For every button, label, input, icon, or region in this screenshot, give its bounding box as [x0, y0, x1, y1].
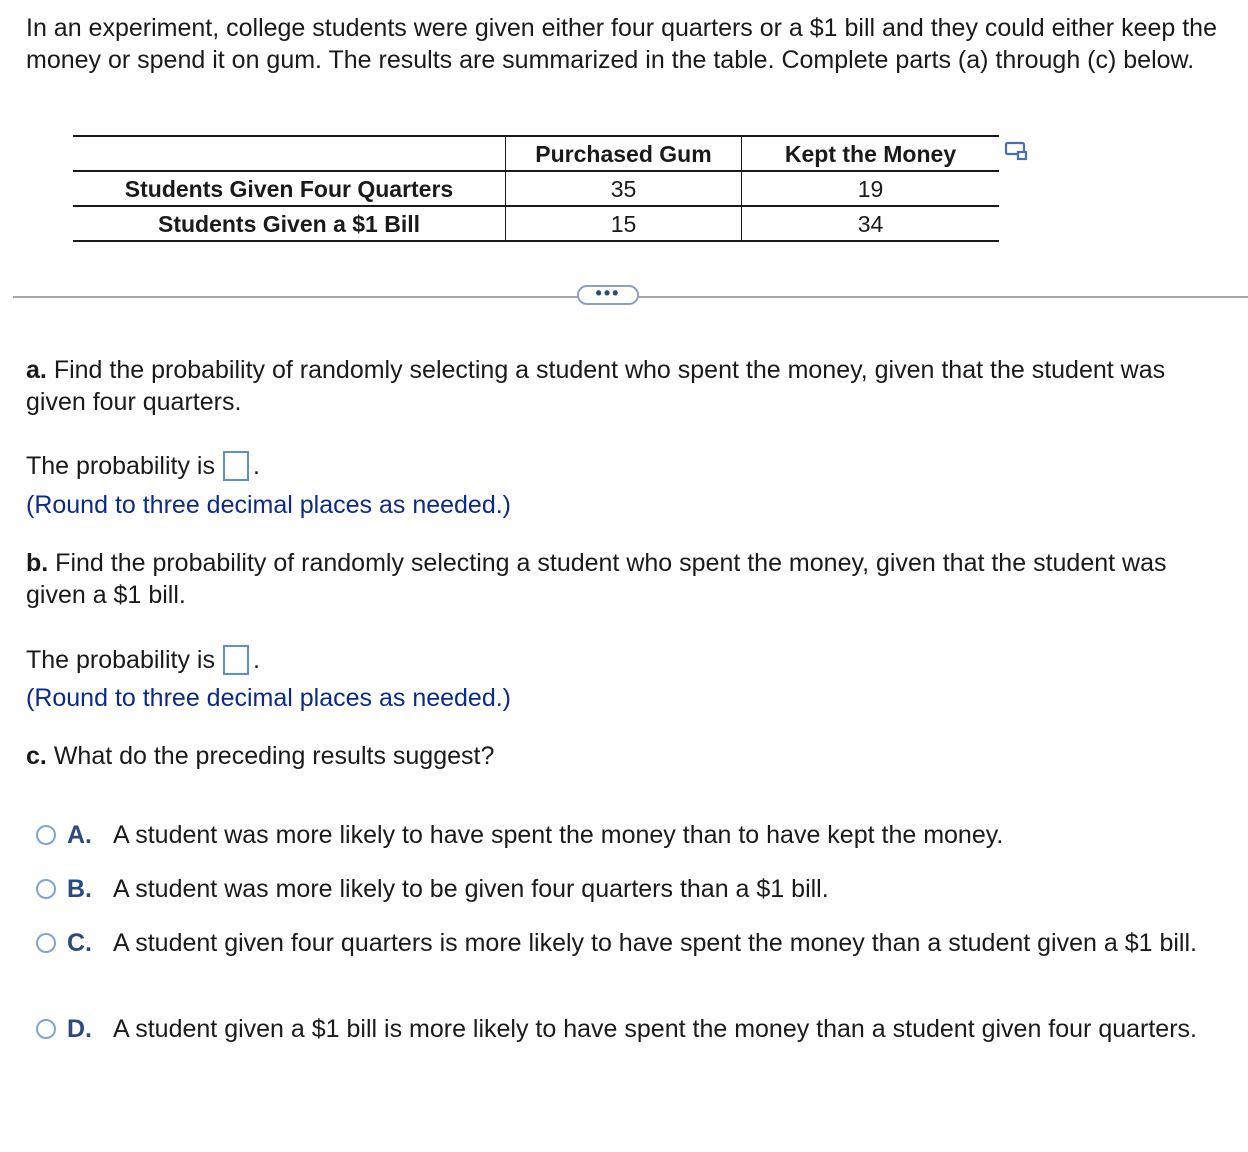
problem-intro: In an experiment, college students were given either four quarters or a $1 bill and they could either keep the money or spend it on gum. The results are summarized in the table. Complete parts (a) through (c) below. — [26, 14, 1217, 74]
expand-more-button[interactable]: ••• — [577, 285, 639, 305]
option-a-radio[interactable] — [36, 825, 56, 845]
part-a-question — [26, 354, 1226, 418]
part-a-text: Find the probability of randomly selecting a student who spent the money, given that the student was given four quarters. — [26, 356, 1166, 416]
option-d-letter: D. — [67, 1015, 92, 1043]
part-c-question — [26, 740, 1226, 772]
cell-bill-kept: 34 — [742, 206, 1000, 241]
part-b-text: Find the probability of randomly selecting a student who spent the money, given that the student was given a $1 bill. — [26, 549, 1167, 609]
table-row — [73, 206, 999, 241]
part-b-letter: b. — [26, 549, 49, 577]
option-c-radio[interactable] — [36, 933, 56, 953]
copy-table-icon[interactable] — [1004, 140, 1030, 162]
part-a-hint: (Round to three decimal places as needed.) — [26, 491, 512, 519]
part-b-hint: (Round to three decimal places as needed.) — [26, 684, 512, 712]
option-b-text: A student was more likely to be given four quarters than a $1 bill. — [113, 875, 829, 903]
cell-quarters-purchased: 35 — [506, 171, 742, 206]
table-header-purchased-gum: Purchased Gum — [506, 136, 742, 171]
cell-bill-purchased: 15 — [506, 206, 742, 241]
option-c-letter: C. — [67, 929, 92, 957]
option-b-letter: B. — [67, 875, 92, 903]
cell-quarters-kept: 19 — [742, 171, 1000, 206]
table-header-row — [73, 136, 999, 171]
option-b-radio[interactable] — [36, 879, 56, 899]
part-b-answer-suffix: . — [252, 646, 260, 674]
row-label-four-quarters: Students Given Four Quarters — [73, 171, 506, 206]
option-b[interactable] — [36, 873, 1216, 905]
option-c-text: A student given four quarters is more likely to have spent the money than a student given a $1 bill. — [113, 929, 1197, 957]
part-a-letter: a. — [26, 356, 47, 384]
part-c-text: What do the preceding results suggest? — [53, 742, 495, 770]
table-header-empty — [73, 136, 506, 171]
row-label-dollar-bill: Students Given a $1 Bill — [73, 206, 506, 241]
part-b-question — [26, 547, 1226, 611]
option-a[interactable] — [36, 819, 1216, 851]
part-a-answer-suffix: . — [252, 452, 260, 480]
part-c-letter: c. — [26, 742, 47, 770]
part-b-answer-prefix: The probability is — [26, 646, 215, 674]
table-row — [73, 171, 999, 206]
option-d-radio[interactable] — [36, 1019, 56, 1039]
option-c[interactable] — [36, 927, 1216, 959]
part-b-answer-line — [26, 643, 260, 677]
option-a-text: A student was more likely to have spent the money than to have kept the money. — [113, 821, 1004, 849]
part-a-answer-input[interactable] — [223, 451, 249, 481]
table-header-kept-money: Kept the Money — [742, 136, 1000, 171]
part-a-answer-prefix: The probability is — [26, 452, 215, 480]
part-b-answer-input[interactable] — [223, 645, 249, 675]
option-d-text: A student given a $1 bill is more likely to have spent the money than a student given four quarters. — [113, 1015, 1197, 1043]
option-a-letter: A. — [67, 821, 92, 849]
part-a-answer-line — [26, 449, 260, 483]
data-table — [73, 135, 999, 242]
option-d[interactable] — [36, 1013, 1216, 1045]
